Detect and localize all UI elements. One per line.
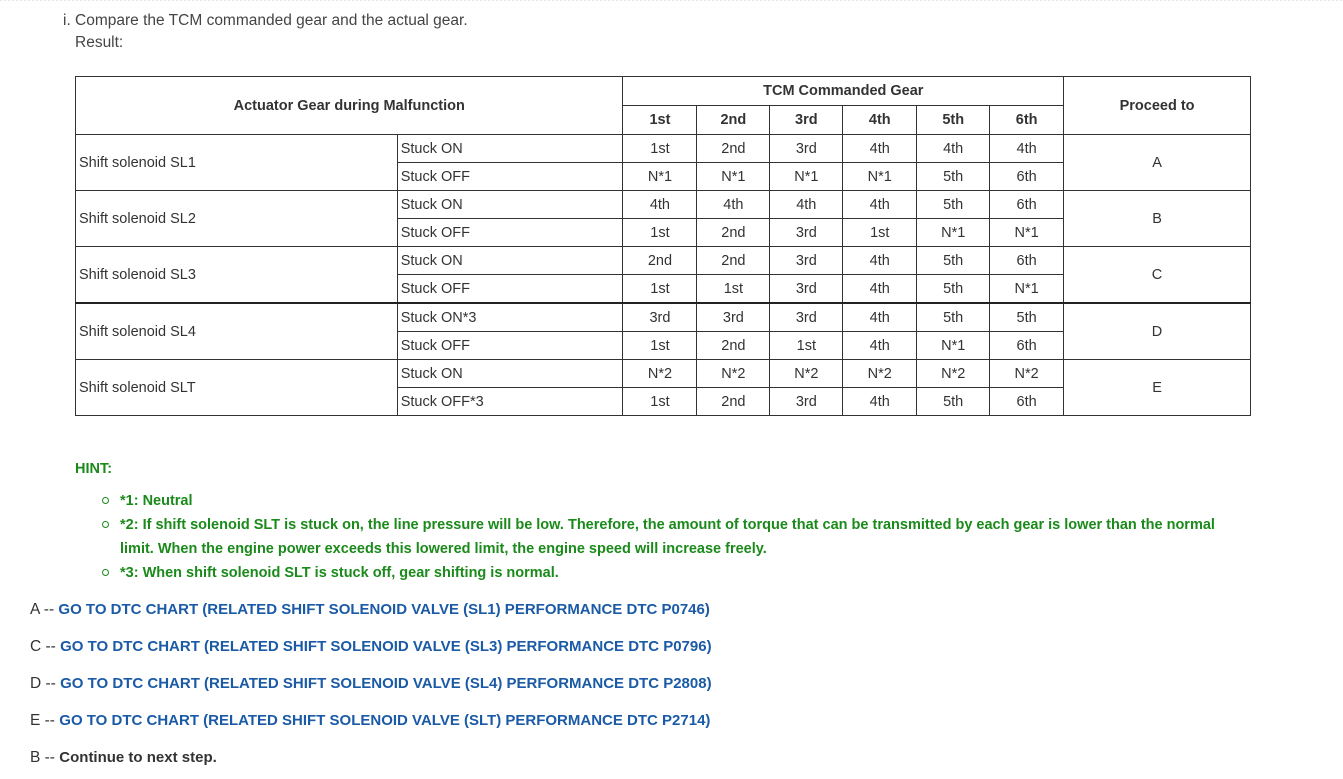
actuator-name-cell: Shift solenoid SL2	[76, 191, 398, 247]
gear-value-cell: 1st	[697, 275, 770, 304]
dtc-chart-link-slt[interactable]: GO TO DTC CHART (RELATED SHIFT SOLENOID VALVE (SLT) PERFORMANCE DTC P2714)	[59, 712, 711, 729]
gear-value-cell: 4th	[843, 135, 917, 163]
gear-value-cell: 4th	[843, 247, 917, 275]
gear-value-cell: 4th	[917, 135, 990, 163]
table-row	[76, 191, 1251, 219]
gear-value-cell: 5th	[917, 247, 990, 275]
gear-value-cell: 4th	[623, 191, 697, 219]
header-gear-5: 5th	[917, 106, 990, 135]
hint-text: *1: Neutral	[120, 493, 193, 509]
option-letter: A	[30, 601, 40, 618]
proceed-to-cell: E	[1064, 360, 1251, 416]
gear-value-cell: 2nd	[697, 219, 770, 247]
dtc-chart-link-sl1[interactable]: GO TO DTC CHART (RELATED SHIFT SOLENOID VALVE (SL1) PERFORMANCE DTC P0746)	[58, 601, 710, 618]
gear-value-cell: 1st	[623, 332, 697, 360]
option-letter: D	[30, 675, 42, 692]
nav-option-c	[30, 638, 712, 656]
header-gear-6: 6th	[990, 106, 1064, 135]
hint-item	[75, 561, 1250, 585]
gear-value-cell: 4th	[990, 135, 1064, 163]
gear-value-cell: 5th	[917, 388, 990, 416]
gear-value-cell: N*2	[990, 360, 1064, 388]
option-letter: C	[30, 638, 42, 655]
gear-comparison-table	[75, 76, 1251, 416]
stuck-state-cell: Stuck OFF	[397, 219, 623, 247]
gear-value-cell: N*1	[990, 219, 1064, 247]
actuator-name-cell: Shift solenoid SL3	[76, 247, 398, 304]
bullet-circle-icon	[102, 521, 109, 528]
gear-value-cell: N*2	[770, 360, 843, 388]
continue-next-step: Continue to next step.	[59, 749, 217, 766]
gear-value-cell: 4th	[843, 275, 917, 304]
proceed-to-cell: A	[1064, 135, 1251, 191]
bullet-circle-icon	[102, 497, 109, 504]
actuator-name-cell: Shift solenoid SLT	[76, 360, 398, 416]
gear-value-cell: 3rd	[697, 303, 770, 332]
gear-value-cell: 4th	[697, 191, 770, 219]
dtc-chart-link-sl3[interactable]: GO TO DTC CHART (RELATED SHIFT SOLENOID VALVE (SL3) PERFORMANCE DTC P0796)	[60, 638, 712, 655]
header-tcm-commanded-gear: TCM Commanded Gear	[623, 77, 1064, 106]
bullet-circle-icon	[102, 569, 109, 576]
gear-value-cell: 6th	[990, 163, 1064, 191]
dtc-chart-link-sl4[interactable]: GO TO DTC CHART (RELATED SHIFT SOLENOID VALVE (SL4) PERFORMANCE DTC P2808)	[60, 675, 712, 692]
stuck-state-cell: Stuck ON	[397, 360, 623, 388]
proceed-to-cell: D	[1064, 303, 1251, 360]
gear-value-cell: 6th	[990, 388, 1064, 416]
gear-value-cell: 1st	[843, 219, 917, 247]
actuator-name-cell: Shift solenoid SL1	[76, 135, 398, 191]
gear-value-cell: 5th	[990, 303, 1064, 332]
header-gear-4: 4th	[843, 106, 917, 135]
option-separator: --	[39, 601, 59, 618]
hint-list	[75, 489, 1250, 585]
nav-option-e	[30, 712, 710, 730]
gear-value-cell: N*2	[917, 360, 990, 388]
gear-value-cell: 5th	[917, 303, 990, 332]
option-letter: E	[30, 712, 41, 729]
gear-value-cell: 5th	[917, 275, 990, 304]
option-separator: --	[41, 675, 61, 692]
gear-value-cell: 2nd	[697, 135, 770, 163]
gear-value-cell: N*1	[917, 219, 990, 247]
step-instruction-block	[63, 10, 468, 54]
proceed-to-cell: B	[1064, 191, 1251, 247]
stuck-state-cell: Stuck ON	[397, 247, 623, 275]
option-letter: B	[30, 749, 41, 766]
gear-value-cell: 6th	[990, 247, 1064, 275]
gear-value-cell: 5th	[917, 191, 990, 219]
option-separator: --	[40, 712, 60, 729]
gear-value-cell: 3rd	[770, 303, 843, 332]
table-row	[76, 303, 1251, 332]
gear-value-cell: 3rd	[770, 388, 843, 416]
gear-value-cell: 4th	[843, 191, 917, 219]
option-separator: --	[41, 638, 61, 655]
gear-value-cell: 1st	[623, 388, 697, 416]
stuck-state-cell: Stuck ON	[397, 191, 623, 219]
gear-value-cell: 2nd	[697, 247, 770, 275]
gear-value-cell: N*1	[917, 332, 990, 360]
stuck-state-cell: Stuck OFF	[397, 163, 623, 191]
gear-value-cell: N*1	[990, 275, 1064, 304]
stuck-state-cell: Stuck ON*3	[397, 303, 623, 332]
hint-item	[75, 513, 1250, 561]
gear-value-cell: 3rd	[623, 303, 697, 332]
gear-value-cell: N*1	[770, 163, 843, 191]
gear-value-cell: N*1	[623, 163, 697, 191]
header-actuator: Actuator Gear during Malfunction	[76, 77, 623, 135]
table-row	[76, 247, 1251, 275]
gear-value-cell: 5th	[917, 163, 990, 191]
header-proceed-to: Proceed to	[1064, 77, 1251, 135]
gear-value-cell: 3rd	[770, 219, 843, 247]
gear-value-cell: 2nd	[697, 388, 770, 416]
gear-value-cell: 4th	[843, 332, 917, 360]
hint-text: *3: When shift solenoid SLT is stuck off, gear shifting is normal.	[120, 565, 559, 581]
stuck-state-cell: Stuck ON	[397, 135, 623, 163]
actuator-name-cell: Shift solenoid SL4	[76, 303, 398, 360]
header-gear-3: 3rd	[770, 106, 843, 135]
table-row	[76, 360, 1251, 388]
gear-value-cell: 1st	[770, 332, 843, 360]
nav-option-b	[30, 749, 217, 767]
gear-value-cell: N*2	[623, 360, 697, 388]
header-gear-1: 1st	[623, 106, 697, 135]
nav-option-a	[30, 601, 710, 619]
gear-value-cell: 1st	[623, 219, 697, 247]
proceed-to-cell: C	[1064, 247, 1251, 304]
gear-value-cell: 6th	[990, 191, 1064, 219]
step-instruction: i. Compare the TCM commanded gear and the actual gear.	[63, 12, 468, 29]
gear-value-cell: 2nd	[697, 332, 770, 360]
option-separator: --	[40, 749, 60, 766]
header-gear-2: 2nd	[697, 106, 770, 135]
gear-value-cell: 4th	[770, 191, 843, 219]
hint-item	[75, 489, 1250, 513]
gear-value-cell: 3rd	[770, 135, 843, 163]
gear-value-cell: 4th	[843, 303, 917, 332]
gear-value-cell: 1st	[623, 135, 697, 163]
result-label: Result:	[75, 34, 124, 51]
gear-value-cell: 1st	[623, 275, 697, 304]
stuck-state-cell: Stuck OFF	[397, 275, 623, 304]
gear-value-cell: 3rd	[770, 247, 843, 275]
gear-value-cell: 6th	[990, 332, 1064, 360]
gear-value-cell: N*2	[843, 360, 917, 388]
hint-text: *2: If shift solenoid SLT is stuck on, the line pressure will be low. Therefore, the amount of torque that can be transmitted by each gear is lower than the normal limit. When the engine power exceeds this lowered limit, the engine speed will increase freely.	[120, 517, 1215, 557]
stuck-state-cell: Stuck OFF*3	[397, 388, 623, 416]
top-divider	[0, 0, 1343, 5]
hint-title: HINT:	[75, 461, 113, 477]
nav-option-d	[30, 675, 712, 693]
gear-value-cell: N*1	[843, 163, 917, 191]
gear-value-cell: 2nd	[623, 247, 697, 275]
stuck-state-cell: Stuck OFF	[397, 332, 623, 360]
table-row	[76, 135, 1251, 163]
gear-value-cell: N*2	[697, 360, 770, 388]
gear-value-cell: 4th	[843, 388, 917, 416]
hint-section	[75, 461, 1250, 585]
gear-value-cell: 3rd	[770, 275, 843, 304]
gear-value-cell: N*1	[697, 163, 770, 191]
